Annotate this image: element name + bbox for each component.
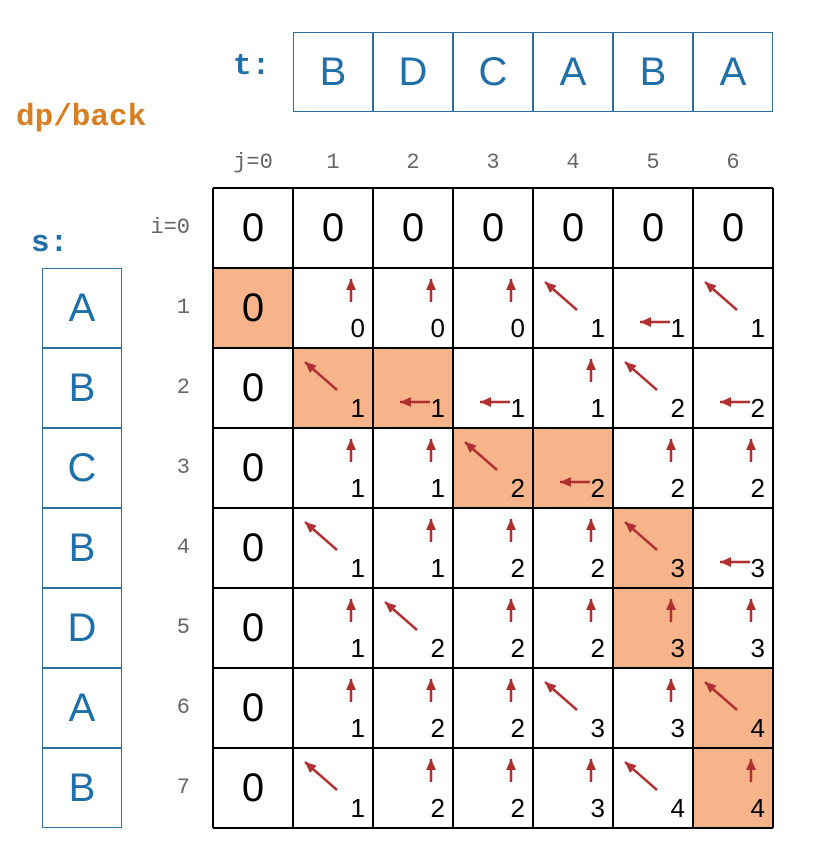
row-index-label: 4	[176, 535, 190, 560]
dp-cell-highlighted	[613, 588, 693, 668]
dp-cell	[613, 268, 693, 348]
grid-line-horizontal	[213, 267, 773, 269]
dp-cell	[613, 748, 693, 828]
row-index-label: 1	[176, 295, 190, 320]
dp-cell	[373, 588, 453, 668]
dp-value: 1	[350, 793, 365, 823]
dp-value: 2	[670, 393, 685, 423]
dp-value: 1	[430, 393, 445, 423]
dp-value: 1	[350, 713, 365, 743]
dp-cell-highlighted	[453, 428, 533, 508]
dp-cell	[533, 268, 613, 348]
dp-cell	[213, 508, 293, 588]
column-index-label: j=0	[233, 150, 273, 175]
dp-value: 1	[430, 553, 445, 583]
t-char-cell: B	[613, 32, 693, 112]
dp-cell	[453, 748, 533, 828]
grid-line-horizontal	[213, 507, 773, 509]
row-index-label: 6	[176, 695, 190, 720]
dp-value: 3	[670, 553, 685, 583]
dp-value: 4	[750, 793, 765, 823]
dp-value: 0	[241, 525, 265, 570]
dp-cell	[693, 588, 773, 668]
dp-cell	[293, 188, 373, 268]
s-char-cell: B	[42, 348, 122, 428]
s-char-cell: C	[42, 428, 122, 508]
dp-value: 1	[750, 313, 765, 343]
dp-value: 1	[670, 313, 685, 343]
dp-cell-highlighted	[693, 748, 773, 828]
dp-cell	[293, 748, 373, 828]
column-index-label: 3	[486, 150, 500, 175]
dp-value: 0	[241, 765, 265, 810]
dp-cell	[213, 428, 293, 508]
s-label: s:	[31, 226, 69, 261]
t-char-cell: A	[533, 32, 613, 112]
dp-cell	[533, 668, 613, 748]
dp-value: 0	[721, 205, 745, 250]
dp-cell	[533, 508, 613, 588]
dp-value: 1	[350, 473, 365, 503]
dp-value: 2	[510, 713, 525, 743]
column-index-label: 5	[646, 150, 660, 175]
dp-cell	[613, 668, 693, 748]
dp-value: 3	[590, 793, 605, 823]
dp-cell	[533, 188, 613, 268]
dp-value: 2	[510, 793, 525, 823]
dp-value: 2	[590, 633, 605, 663]
grid-line-horizontal	[213, 347, 773, 349]
dp-value: 3	[750, 633, 765, 663]
grid-line-horizontal	[213, 427, 773, 429]
row-index-label: i=0	[150, 215, 190, 240]
dp-value: 4	[750, 713, 765, 743]
dp-cell	[293, 508, 373, 588]
dp-cell	[293, 428, 373, 508]
dp-value: 2	[590, 473, 605, 503]
dp-value: 0	[401, 205, 425, 250]
dp-value: 3	[670, 633, 685, 663]
dp-cell	[293, 268, 373, 348]
dp-cell	[533, 748, 613, 828]
row-index-label: 5	[176, 615, 190, 640]
column-index-label: 6	[726, 150, 740, 175]
t-char-cell: C	[453, 32, 533, 112]
dp-cell	[533, 588, 613, 668]
dp-value: 0	[641, 205, 665, 250]
dp-value: 0	[481, 205, 505, 250]
dp-value: 0	[241, 445, 265, 490]
s-char-cell: A	[42, 268, 122, 348]
dp-value: 2	[430, 633, 445, 663]
dp-cell	[693, 268, 773, 348]
dp-value: 0	[510, 313, 525, 343]
dp-cell	[613, 428, 693, 508]
dp-cell	[293, 668, 373, 748]
t-char-cell: D	[373, 32, 453, 112]
dp-value: 0	[241, 685, 265, 730]
dp-cell-highlighted	[213, 268, 293, 348]
grid-line-horizontal	[213, 667, 773, 669]
dp-value: 0	[241, 205, 265, 250]
dp-value: 4	[670, 793, 685, 823]
s-char-cell: A	[42, 668, 122, 748]
dp-value: 0	[241, 285, 265, 330]
dp-cell	[453, 588, 533, 668]
dp-cell	[373, 668, 453, 748]
dp-cell	[453, 668, 533, 748]
dp-cell	[693, 508, 773, 588]
dp-cell	[213, 748, 293, 828]
dp-cell	[693, 428, 773, 508]
column-index-label: 2	[406, 150, 420, 175]
dp-value: 1	[430, 473, 445, 503]
dp-value: 2	[750, 393, 765, 423]
dp-value: 3	[750, 553, 765, 583]
dp-value: 2	[670, 473, 685, 503]
row-index-label: 3	[176, 455, 190, 480]
t-char-cell: B	[293, 32, 373, 112]
dp-value: 1	[590, 393, 605, 423]
dp-value: 0	[241, 605, 265, 650]
dp-value: 1	[510, 393, 525, 423]
dp-cell	[213, 588, 293, 668]
dp-value: 1	[350, 633, 365, 663]
dp-cell	[693, 348, 773, 428]
dp-cell	[453, 268, 533, 348]
dp-cell	[373, 268, 453, 348]
dp-cell	[453, 508, 533, 588]
row-index-label: 2	[176, 375, 190, 400]
dp-value: 0	[321, 205, 345, 250]
dp-value: 2	[510, 473, 525, 503]
grid-line-horizontal	[213, 587, 773, 589]
dp-value: 3	[670, 713, 685, 743]
dp-cell	[453, 348, 533, 428]
t-label: t:	[233, 49, 271, 84]
dp-back-title: dp/back	[16, 100, 147, 135]
dp-cell	[613, 188, 693, 268]
dp-cell-highlighted	[293, 348, 373, 428]
dp-cell	[373, 748, 453, 828]
dp-value: 1	[590, 313, 605, 343]
column-index-label: 1	[326, 150, 340, 175]
t-char-cell: A	[693, 32, 773, 112]
grid-line-horizontal	[213, 827, 773, 829]
dp-cell	[613, 348, 693, 428]
dp-value: 0	[350, 313, 365, 343]
s-char-cell: B	[42, 748, 122, 828]
dp-cell	[213, 348, 293, 428]
dp-cell-highlighted	[533, 428, 613, 508]
dp-cell	[293, 588, 373, 668]
dp-cell	[373, 508, 453, 588]
column-index-label: 4	[566, 150, 580, 175]
dp-value: 1	[350, 393, 365, 423]
dp-cell	[373, 428, 453, 508]
dp-value: 2	[510, 553, 525, 583]
dp-cell-highlighted	[613, 508, 693, 588]
dp-cell-highlighted	[693, 668, 773, 748]
dp-cell	[373, 188, 453, 268]
dp-cell	[213, 188, 293, 268]
grid-line-horizontal	[213, 747, 773, 749]
dp-value: 3	[590, 713, 605, 743]
dp-cell	[693, 188, 773, 268]
dp-value: 2	[430, 713, 445, 743]
dp-value: 2	[510, 633, 525, 663]
dp-cell	[533, 348, 613, 428]
dp-value: 2	[750, 473, 765, 503]
s-char-cell: B	[42, 508, 122, 588]
dp-cell	[453, 188, 533, 268]
grid-line-horizontal	[213, 187, 773, 189]
dp-value: 2	[590, 553, 605, 583]
s-char-cell: D	[42, 588, 122, 668]
row-index-label: 7	[176, 775, 190, 800]
dp-value: 0	[561, 205, 585, 250]
dp-cell	[213, 668, 293, 748]
dp-value: 0	[430, 313, 445, 343]
dp-value: 2	[430, 793, 445, 823]
dp-value: 0	[241, 365, 265, 410]
dp-value: 1	[350, 553, 365, 583]
dp-cell-highlighted	[373, 348, 453, 428]
